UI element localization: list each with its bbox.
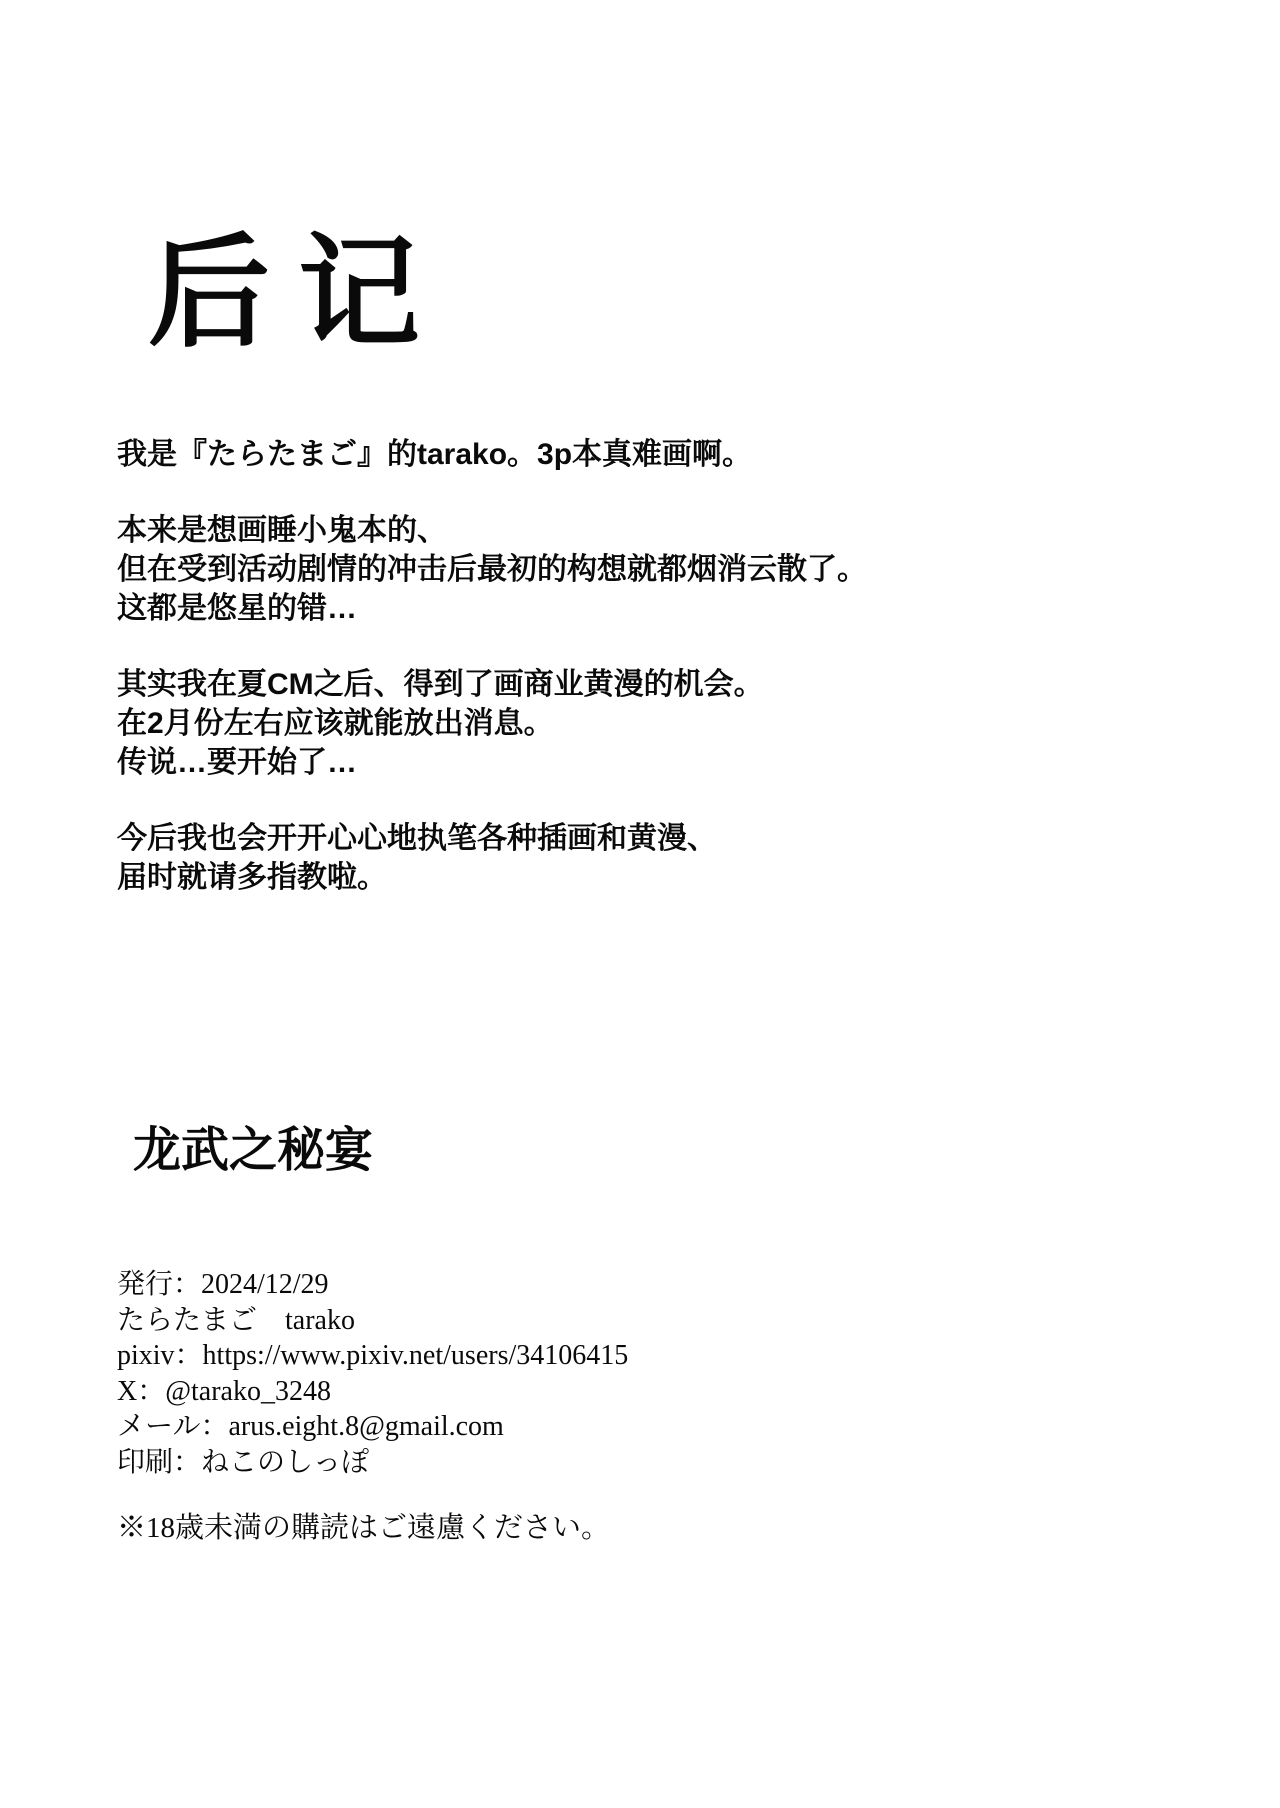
afterword-line: 今后我也会开开心心地执笔各种插画和黄漫、 [117,822,717,855]
colophon-x-handle: X：@tarako_3248 [117,1375,331,1407]
afterword-line: 传说…要开始了… [117,746,357,779]
colophon-printer: 印刷：ねこのしっぽ [117,1446,370,1478]
afterword-body [117,435,1177,934]
colophon-email: メール：arus.eight.8@gmail.com [117,1411,504,1442]
afterword-paragraph [117,435,1177,474]
page-title: 后记 [148,225,448,361]
colophon-block [117,1267,628,1480]
book-title: 龙武之秘宴 [133,1124,374,1177]
colophon-publish-date: 発行：2024/12/29 [117,1269,329,1300]
afterword-line: 本来是想画睡小鬼本的、 [117,514,447,547]
afterword-line: 在2月份左右应该就能放出消息。 [117,707,554,740]
afterword-paragraph [117,665,1177,782]
afterword-line: 届时就请多指教啦。 [117,861,387,894]
afterword-line: 但在受到活动剧情的冲击后最初的构想就都烟消云散了。 [117,553,867,586]
colophon-pixiv-url: pixiv：https://www.pixiv.net/users/34106415 [117,1340,629,1371]
afterword-line: 其实我在夏CM之后、得到了画商业黄漫的机会。 [117,668,764,701]
age-restriction-notice: ※18歳未満の購読はご遠慮ください。 [117,1512,611,1544]
colophon-circle-author: たらたまご tarako [117,1304,355,1336]
afterword-paragraph [117,819,1177,897]
afterword-line: 这都是悠星的错… [117,592,357,625]
afterword-line: 我是『たらたまご』的tarako。3p本真难画啊。 [117,438,753,471]
afterword-paragraph [117,511,1177,628]
